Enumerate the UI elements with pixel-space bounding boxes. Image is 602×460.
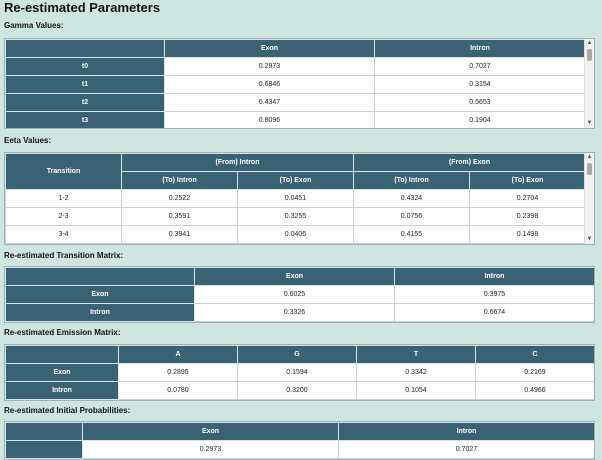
emission-header-t: T [357,346,476,364]
scroll-thumb[interactable] [587,163,592,175]
eeta-header-from-exon: (From) Exon [354,154,586,172]
table-row [6,76,586,94]
table-row [6,226,586,244]
emission-cell: 0.3342 [357,364,476,382]
initial-probabilities-table [5,422,595,459]
gamma-table-scroll-container[interactable] [4,38,595,129]
eeta-header-from-intron: (From) Intron [122,154,354,172]
gamma-row-label: t2 [6,94,165,112]
eeta-header-transition: Transition [6,154,122,190]
gamma-cell: 0.2973 [165,58,375,76]
eeta-transition-label: 3-4 [6,226,122,244]
table-row [6,94,586,112]
scroll-up-arrow-icon[interactable]: ▲ [586,154,593,160]
transition-row-label: Exon [6,286,195,304]
eeta-transition-label: 1-2 [6,190,122,208]
eeta-subheader: (To) Intron [122,172,238,190]
initial-probabilities-section-label: Re-estimated Initial Probabilities: [4,406,131,415]
emission-cell: 0.0780 [119,382,238,400]
eeta-subheader: (To) Intron [354,172,470,190]
gamma-corner-header [6,40,165,58]
eeta-subheader: (To) Exon [238,172,354,190]
table-row [6,58,586,76]
gamma-section-label: Gamma Values: [4,21,64,30]
gamma-row-label: t0 [6,58,165,76]
transition-header-exon: Exon [195,268,395,286]
table-row [6,304,595,322]
emission-corner-header [6,346,119,364]
eeta-cell: 0.2704 [470,190,586,208]
eeta-transition-label: 2-3 [6,208,122,226]
eeta-subheader: (To) Exon [470,172,586,190]
emission-matrix-section-label: Re-estimated Emission Matrix: [4,328,121,337]
transition-header-intron: Intron [395,268,595,286]
gamma-table [5,39,586,129]
transition-matrix-section-label: Re-estimated Transition Matrix: [4,251,124,260]
eeta-section-label: Eeta Values: [4,136,52,145]
table-row [6,364,595,382]
table-row [6,286,595,304]
eeta-cell: 0.2522 [122,190,238,208]
initial-row-label [6,441,83,459]
table-row [6,441,595,459]
scroll-up-arrow-icon[interactable]: ▲ [586,40,593,46]
initial-probabilities-container [4,421,595,460]
emission-cell: 0.1594 [238,364,357,382]
emission-header-c: C [476,346,595,364]
gamma-cell: 0.5653 [375,94,586,112]
gamma-cell: 0.3154 [375,76,586,94]
emission-cell: 0.2169 [476,364,595,382]
transition-cell: 0.3975 [395,286,595,304]
eeta-cell: 0.0451 [238,190,354,208]
gamma-header-intron: Intron [375,40,586,58]
transition-row-label: Intron [6,304,195,322]
eeta-cell: 0.3255 [238,208,354,226]
transition-matrix-table [5,267,595,322]
emission-cell: 0.1054 [357,382,476,400]
eeta-cell: 0.4155 [354,226,470,244]
transition-corner-header [6,268,195,286]
emission-cell: 0.3200 [238,382,357,400]
table-row [6,208,586,226]
eeta-cell: 0.4324 [354,190,470,208]
eeta-cell: 0.0756 [354,208,470,226]
gamma-scrollbar[interactable] [584,39,594,128]
transition-cell: 0.3326 [195,304,395,322]
gamma-header-exon: Exon [165,40,375,58]
gamma-cell: 0.7027 [375,58,586,76]
eeta-table [5,153,586,244]
gamma-cell: 0.1904 [375,112,586,130]
table-row [6,112,586,130]
emission-row-label: Exon [6,364,119,382]
gamma-cell: 0.6846 [165,76,375,94]
scroll-down-arrow-icon[interactable]: ▼ [586,120,593,126]
gamma-cell: 0.4347 [165,94,375,112]
eeta-cell: 0.3941 [122,226,238,244]
initial-corner-header [6,423,83,441]
scroll-down-arrow-icon[interactable]: ▼ [586,236,593,242]
gamma-row-label: t3 [6,112,165,130]
page-title: Re-estimated Parameters [4,0,161,15]
emission-cell: 0.2895 [119,364,238,382]
gamma-cell: 0.8096 [165,112,375,130]
eeta-cell: 0.1498 [470,226,586,244]
eeta-cell: 0.2398 [470,208,586,226]
transition-cell: 0.6674 [395,304,595,322]
scroll-thumb[interactable] [587,49,592,61]
initial-cell: 0.7027 [339,441,595,459]
eeta-scrollbar[interactable] [584,153,594,244]
initial-header-intron: Intron [339,423,595,441]
transition-cell: 0.6025 [195,286,395,304]
emission-row-label: Intron [6,382,119,400]
initial-cell: 0.2973 [83,441,339,459]
table-row [6,190,586,208]
emission-matrix-table [5,345,595,400]
table-row [6,382,595,400]
emission-header-a: A [119,346,238,364]
initial-header-exon: Exon [83,423,339,441]
eeta-table-scroll-container[interactable] [4,152,595,245]
emission-matrix-container [4,344,595,401]
gamma-row-label: t1 [6,76,165,94]
eeta-cell: 0.0406 [238,226,354,244]
emission-header-g: G [238,346,357,364]
eeta-cell: 0.3591 [122,208,238,226]
emission-cell: 0.4966 [476,382,595,400]
transition-matrix-container [4,266,595,323]
